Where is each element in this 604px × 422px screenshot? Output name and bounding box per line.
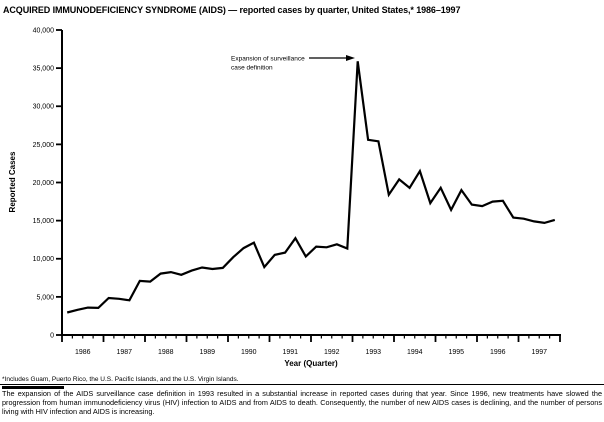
y-axis-tick-label: 25,000: [32, 141, 54, 149]
y-axis-tick-label: 5,000: [36, 294, 54, 302]
explanatory-note: The expansion of the AIDS surveillance case definition in 1993 resulted in a substantial increase in reported cases during that year. Since 1996, new treatments have slowed the progression from human immunodeficiency virus (HIV) infection to AIDS and from AIDS to death. Consequently, the number of new AIDS cases is declining, and the number of persons living with HIV infection and AIDS is increasing.: [2, 389, 602, 416]
divider-hairline: [0, 384, 604, 385]
x-axis-year-label: 1987: [116, 349, 133, 356]
x-axis-title: Year (Quarter): [284, 359, 338, 368]
y-axis-tick-label: 0: [50, 332, 54, 340]
includes-footnote: *Includes Guam, Puerto Rico, the U.S. Pacific Islands, and the U.S. Virgin Islands.: [2, 376, 239, 383]
y-axis-tick-label: 40,000: [32, 27, 54, 35]
x-axis-year-label: 1994: [406, 349, 423, 356]
y-axis-tick-label: 10,000: [32, 256, 54, 264]
y-axis-tick-label: 30,000: [32, 103, 54, 111]
y-axis-tick-label: 15,000: [32, 218, 54, 226]
x-axis-year-label: 1990: [240, 349, 257, 356]
y-axis-tick-label: 20,000: [32, 179, 54, 187]
data-line: [67, 61, 555, 312]
x-axis-year-label: 1988: [157, 349, 174, 356]
x-axis-year-label: 1997: [531, 349, 548, 356]
x-axis-year-label: 1986: [74, 349, 91, 356]
x-axis-year-label: 1989: [199, 349, 216, 356]
y-axis-tick-label: 35,000: [32, 65, 54, 73]
x-axis-year-label: 1992: [323, 349, 340, 356]
annotation-text: case definition: [231, 64, 273, 72]
x-axis-year-label: 1995: [448, 349, 465, 356]
x-axis-year-label: 1993: [365, 349, 382, 356]
x-axis-year-label: 1996: [489, 349, 506, 356]
x-axis-year-label: 1991: [282, 349, 299, 356]
annotation-text: Expansion of surveillance: [231, 55, 305, 63]
y-axis-title: Reported Cases: [8, 151, 17, 213]
annotation-arrowhead-icon: [346, 55, 355, 61]
chart-title: ACQUIRED IMMUNODEFICIENCY SYNDROME (AIDS) — reported cases by quarter, United States,* 1986–1997: [3, 5, 461, 15]
